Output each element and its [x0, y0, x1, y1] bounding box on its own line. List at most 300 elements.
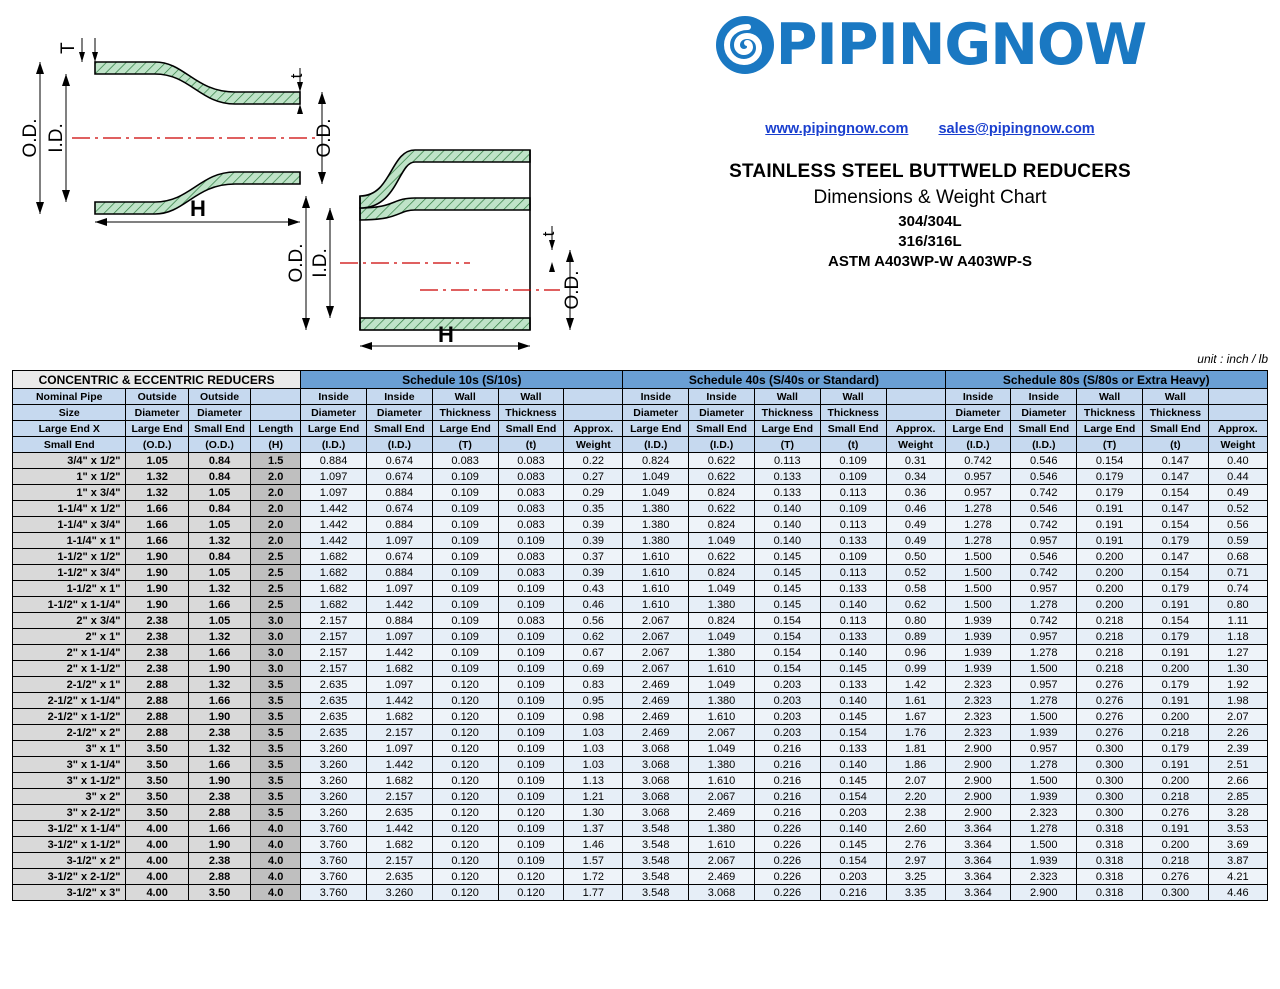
- table-cell: 1.92: [1208, 677, 1267, 693]
- table-cell: 0.46: [564, 597, 623, 613]
- table-cell: 3.364: [945, 821, 1011, 837]
- table-cell: 2.26: [1208, 725, 1267, 741]
- col-header-7-0: Wall: [498, 389, 564, 405]
- table-cell: 0.154: [754, 661, 820, 677]
- table-cell: 3.50: [126, 741, 188, 757]
- table-cell: 2.07: [1208, 709, 1267, 725]
- table-col-header-row-3: [13, 421, 1268, 437]
- table-cell: 0.109: [498, 757, 564, 773]
- table-cell: 0.318: [1077, 885, 1143, 901]
- col-header-6-2: Large End: [432, 421, 498, 437]
- table-cell: 0.154: [1142, 565, 1208, 581]
- table-cell: 0.226: [754, 837, 820, 853]
- table-cell: 1.049: [689, 533, 755, 549]
- table-cell: 0.140: [754, 517, 820, 533]
- table-cell: 0.083: [498, 549, 564, 565]
- table-cell: 0.22: [564, 453, 623, 469]
- table-cell: 1.682: [301, 597, 367, 613]
- table-cell: 2.5: [251, 581, 301, 597]
- table-cell: 0.140: [820, 757, 886, 773]
- table-cell: 0.674: [366, 549, 432, 565]
- document-title-block: [590, 161, 1270, 270]
- table-cell: 0.083: [498, 485, 564, 501]
- table-cell: 0.109: [498, 581, 564, 597]
- table-cell: 0.56: [1208, 517, 1267, 533]
- row-label: 3-1/2" x 2": [13, 853, 126, 869]
- table-cell: 0.200: [1077, 581, 1143, 597]
- table-cell: 0.50: [886, 549, 945, 565]
- table-cell: 2.0: [251, 517, 301, 533]
- table-cell: 0.133: [820, 677, 886, 693]
- table-col-header-row-1: [13, 389, 1268, 405]
- table-cell: 0.140: [820, 693, 886, 709]
- table-cell: 0.179: [1142, 581, 1208, 597]
- svg-text:O.D.: O.D.: [314, 118, 335, 158]
- col-header-10-0: Inside: [689, 389, 755, 405]
- table-cell: 3.760: [301, 869, 367, 885]
- col-header-15-3: (I.D.): [1011, 437, 1077, 453]
- table-cell: 1.77: [564, 885, 623, 901]
- table-row: [13, 773, 1268, 789]
- table-cell: 1.57: [564, 853, 623, 869]
- table-cell: 1.66: [126, 501, 188, 517]
- row-label: 3" x 1-1/2": [13, 773, 126, 789]
- table-row: [13, 741, 1268, 757]
- table-cell: 0.957: [1011, 741, 1077, 757]
- table-cell: 0.84: [188, 549, 250, 565]
- table-cell: 0.109: [432, 485, 498, 501]
- table-cell: 2.0: [251, 501, 301, 517]
- table-cell: 3.50: [126, 773, 188, 789]
- table-cell: 1.380: [689, 597, 755, 613]
- table-cell: 0.145: [754, 549, 820, 565]
- col-header-1-3: (O.D.): [126, 437, 188, 453]
- table-cell: 0.109: [498, 677, 564, 693]
- table-cell: 2.900: [945, 757, 1011, 773]
- col-header-3-1: [251, 405, 301, 421]
- table-cell: 0.622: [689, 549, 755, 565]
- table-cell: 1.05: [188, 565, 250, 581]
- table-cell: 1.278: [945, 533, 1011, 549]
- table-row: [13, 453, 1268, 469]
- table-cell: 1.610: [623, 549, 689, 565]
- table-row: [13, 853, 1268, 869]
- table-cell: 0.742: [1011, 613, 1077, 629]
- table-cell: 2.88: [126, 677, 188, 693]
- col-header-11-1: Thickness: [754, 405, 820, 421]
- table-cell: 2.635: [301, 725, 367, 741]
- table-cell: 0.824: [689, 613, 755, 629]
- table-cell: 1.682: [366, 773, 432, 789]
- table-cell: 1.98: [1208, 693, 1267, 709]
- table-cell: 0.957: [1011, 581, 1077, 597]
- table-cell: 0.218: [1077, 661, 1143, 677]
- col-header-12-0: Wall: [820, 389, 886, 405]
- col-header-2-3: (O.D.): [188, 437, 250, 453]
- table-cell: 1.049: [689, 677, 755, 693]
- table-cell: 0.218: [1077, 629, 1143, 645]
- table-cell: 3.260: [301, 805, 367, 821]
- table-cell: 1.13: [564, 773, 623, 789]
- table-cell: 2.38: [188, 789, 250, 805]
- table-cell: 1.682: [366, 709, 432, 725]
- table-row: [13, 501, 1268, 517]
- contact-links: [590, 121, 1270, 137]
- table-cell: 1.03: [564, 725, 623, 741]
- table-cell: 0.179: [1142, 629, 1208, 645]
- table-cell: 1.278: [1011, 693, 1077, 709]
- table-cell: 0.113: [820, 613, 886, 629]
- table-cell: 1.442: [301, 517, 367, 533]
- table-cell: 0.216: [754, 773, 820, 789]
- table-cell: 1.682: [366, 837, 432, 853]
- table-cell: 0.203: [754, 677, 820, 693]
- table-cell: 0.957: [1011, 629, 1077, 645]
- table-cell: 0.083: [498, 469, 564, 485]
- table-cell: 2.067: [623, 613, 689, 629]
- table-cell: 0.216: [754, 805, 820, 821]
- table-cell: 0.191: [1142, 757, 1208, 773]
- table-cell: 0.622: [689, 453, 755, 469]
- table-cell: 1.21: [564, 789, 623, 805]
- table-cell: 2.323: [945, 677, 1011, 693]
- table-cell: 0.824: [623, 453, 689, 469]
- table-cell: 2.067: [689, 789, 755, 805]
- table-cell: 2.5: [251, 549, 301, 565]
- table-cell: 1.682: [301, 581, 367, 597]
- table-cell: 3.068: [689, 885, 755, 901]
- col-header-6-1: Thickness: [432, 405, 498, 421]
- table-cell: 0.154: [1142, 485, 1208, 501]
- col-header-18-2: Approx.: [1208, 421, 1267, 437]
- table-cell: 1.11: [1208, 613, 1267, 629]
- table-cell: 3.25: [886, 869, 945, 885]
- table-cell: 0.824: [689, 485, 755, 501]
- table-cell: 0.109: [498, 741, 564, 757]
- table-cell: 0.120: [432, 693, 498, 709]
- group-header-schedule-10s: Schedule 10s (S/10s): [301, 371, 623, 389]
- col-header-7-3: (t): [498, 437, 564, 453]
- table-cell: 1.03: [564, 741, 623, 757]
- table-cell: 1.500: [1011, 709, 1077, 725]
- table-cell: 1.610: [689, 837, 755, 853]
- table-cell: 1.500: [945, 581, 1011, 597]
- table-cell: 0.120: [498, 885, 564, 901]
- table-cell: 3.260: [301, 773, 367, 789]
- title-grade-316: 316/316L: [898, 233, 962, 250]
- table-cell: 3.068: [623, 773, 689, 789]
- svg-text:O.D.: O.D.: [562, 270, 583, 310]
- table-cell: 0.69: [564, 661, 623, 677]
- table-cell: 2.88: [126, 725, 188, 741]
- table-cell: 0.622: [689, 501, 755, 517]
- table-cell: 0.957: [945, 485, 1011, 501]
- table-cell: 2.469: [689, 869, 755, 885]
- row-label: 1" x 3/4": [13, 485, 126, 501]
- table-cell: 0.39: [564, 533, 623, 549]
- col-header-18-0: [1208, 389, 1267, 405]
- brand-name: PIPINGNOW: [775, 11, 1147, 78]
- table-cell: 0.276: [1077, 693, 1143, 709]
- table-cell: 0.145: [754, 565, 820, 581]
- col-header-13-3: Weight: [886, 437, 945, 453]
- email-link[interactable]: sales@pipingnow.com: [938, 121, 1095, 137]
- table-cell: 3.068: [623, 741, 689, 757]
- table-cell: 0.95: [564, 693, 623, 709]
- table-cell: 2.38: [188, 725, 250, 741]
- table-cell: 2.85: [1208, 789, 1267, 805]
- row-label: 3-1/2" x 1-1/4": [13, 821, 126, 837]
- table-cell: 0.742: [945, 453, 1011, 469]
- table-cell: 0.120: [432, 805, 498, 821]
- table-cell: 0.113: [820, 565, 886, 581]
- table-cell: 2.0: [251, 533, 301, 549]
- table-cell: 0.109: [432, 645, 498, 661]
- table-cell: 3.260: [301, 757, 367, 773]
- table-cell: 1.42: [886, 677, 945, 693]
- table-cell: 0.179: [1077, 469, 1143, 485]
- col-header-2-0: Outside: [188, 389, 250, 405]
- table-cell: 1.66: [126, 517, 188, 533]
- table-cell: 1.610: [689, 709, 755, 725]
- table-cell: 0.109: [432, 517, 498, 533]
- col-header-13-2: Approx.: [886, 421, 945, 437]
- table-cell: 0.674: [366, 469, 432, 485]
- col-header-15-2: Small End: [1011, 421, 1077, 437]
- col-header-6-0: Wall: [432, 389, 498, 405]
- col-header-12-3: (t): [820, 437, 886, 453]
- col-header-17-3: (t): [1142, 437, 1208, 453]
- table-cell: 0.216: [754, 757, 820, 773]
- row-label: 2" x 1-1/4": [13, 645, 126, 661]
- table-cell: 1.939: [945, 645, 1011, 661]
- table-cell: 1.682: [301, 565, 367, 581]
- table-cell: 2.900: [945, 805, 1011, 821]
- table-cell: 2.067: [689, 853, 755, 869]
- table-cell: 0.29: [564, 485, 623, 501]
- table-cell: 0.884: [366, 565, 432, 581]
- table-cell: 2.469: [623, 677, 689, 693]
- table-cell: 0.884: [366, 613, 432, 629]
- table-cell: 0.120: [432, 757, 498, 773]
- table-cell: 1.90: [188, 837, 250, 853]
- table-cell: 2.635: [301, 693, 367, 709]
- table-cell: 1.32: [188, 533, 250, 549]
- table-cell: 1.90: [126, 565, 188, 581]
- table-cell: 0.154: [820, 789, 886, 805]
- table-cell: 0.216: [754, 741, 820, 757]
- reducer-diagrams: [0, 0, 600, 360]
- table-cell: 2.157: [366, 789, 432, 805]
- table-cell: 0.300: [1077, 805, 1143, 821]
- table-cell: 0.546: [1011, 501, 1077, 517]
- col-header-10-2: Small End: [689, 421, 755, 437]
- table-cell: 1.05: [126, 453, 188, 469]
- table-cell: 0.109: [820, 453, 886, 469]
- col-header-4-3: (I.D.): [301, 437, 367, 453]
- col-header-16-2: Large End: [1077, 421, 1143, 437]
- table-cell: 1.939: [1011, 789, 1077, 805]
- table-cell: 0.98: [564, 709, 623, 725]
- table-cell: 2.39: [1208, 741, 1267, 757]
- table-cell: 1.380: [623, 501, 689, 517]
- table-cell: 0.276: [1077, 709, 1143, 725]
- table-cell: 0.120: [498, 869, 564, 885]
- table-cell: 0.140: [820, 645, 886, 661]
- table-cell: 1.682: [366, 661, 432, 677]
- table-cell: 0.218: [1142, 789, 1208, 805]
- table-cell: 1.610: [623, 581, 689, 597]
- col-header-4-1: Diameter: [301, 405, 367, 421]
- table-cell: 3.260: [301, 789, 367, 805]
- col-header-8-0: [564, 389, 623, 405]
- table-cell: 0.113: [820, 485, 886, 501]
- table-cell: 1.72: [564, 869, 623, 885]
- svg-text:H: H: [438, 322, 454, 347]
- table-group-header-row: [13, 371, 1268, 389]
- col-header-15-0: Inside: [1011, 389, 1077, 405]
- col-header-3-3: (H): [251, 437, 301, 453]
- brand-and-title: [590, 11, 1270, 270]
- table-cell: 3.50: [126, 789, 188, 805]
- table-cell: 0.109: [498, 645, 564, 661]
- table-cell: 0.49: [886, 517, 945, 533]
- table-cell: 2.635: [366, 805, 432, 821]
- unit-note: unit : inch / lb: [1197, 352, 1268, 366]
- table-cell: 1.81: [886, 741, 945, 757]
- table-cell: 0.36: [886, 485, 945, 501]
- table-cell: 0.318: [1077, 821, 1143, 837]
- col-header-7-2: Small End: [498, 421, 564, 437]
- table-cell: 2.20: [886, 789, 945, 805]
- row-label: 1-1/4" x 1/2": [13, 501, 126, 517]
- table-cell: 3.0: [251, 629, 301, 645]
- table-cell: 0.300: [1077, 741, 1143, 757]
- table-cell: 2.97: [886, 853, 945, 869]
- table-cell: 3.548: [623, 869, 689, 885]
- table-row: [13, 661, 1268, 677]
- table-cell: 0.276: [1142, 869, 1208, 885]
- col-header-14-2: Large End: [945, 421, 1011, 437]
- table-cell: 2.38: [886, 805, 945, 821]
- table-cell: 1.097: [366, 629, 432, 645]
- row-label: 1-1/4" x 1": [13, 533, 126, 549]
- table-cell: 0.300: [1077, 789, 1143, 805]
- table-cell: 0.957: [1011, 677, 1077, 693]
- table-cell: 2.067: [689, 725, 755, 741]
- row-label: 2-1/2" x 1-1/2": [13, 709, 126, 725]
- table-cell: 4.0: [251, 885, 301, 901]
- col-header-4-0: Inside: [301, 389, 367, 405]
- table-cell: 3.5: [251, 725, 301, 741]
- table-cell: 0.109: [432, 549, 498, 565]
- table-cell: 0.824: [689, 517, 755, 533]
- table-row: [13, 709, 1268, 725]
- table-cell: 2.469: [623, 725, 689, 741]
- table-cell: 0.71: [1208, 565, 1267, 581]
- table-cell: 3.068: [623, 805, 689, 821]
- table-cell: 0.147: [1142, 501, 1208, 517]
- table-cell: 1.66: [188, 597, 250, 613]
- table-row: [13, 549, 1268, 565]
- table-cell: 3.87: [1208, 853, 1267, 869]
- table-cell: 1.500: [1011, 773, 1077, 789]
- table-cell: 0.120: [432, 885, 498, 901]
- table-cell: 1.278: [1011, 821, 1077, 837]
- table-cell: 0.84: [188, 453, 250, 469]
- table-cell: 0.674: [366, 453, 432, 469]
- table-cell: 0.218: [1142, 853, 1208, 869]
- table-row: [13, 485, 1268, 501]
- table-cell: 0.109: [432, 597, 498, 613]
- table-cell: 3.364: [945, 853, 1011, 869]
- col-header-14-3: (I.D.): [945, 437, 1011, 453]
- table-cell: 0.109: [498, 533, 564, 549]
- col-header-5-0: Inside: [366, 389, 432, 405]
- table-cell: 4.0: [251, 869, 301, 885]
- table-row: [13, 677, 1268, 693]
- table-cell: 0.109: [498, 597, 564, 613]
- table-col-header-row-2: [13, 405, 1268, 421]
- table-cell: 2.323: [1011, 869, 1077, 885]
- table-cell: 0.120: [432, 821, 498, 837]
- col-header-14-1: Diameter: [945, 405, 1011, 421]
- table-cell: 1.500: [945, 549, 1011, 565]
- col-header-8-1: [564, 405, 623, 421]
- table-cell: 1.380: [623, 533, 689, 549]
- row-label: 1-1/2" x 1": [13, 581, 126, 597]
- table-cell: 0.145: [754, 597, 820, 613]
- table-cell: 0.179: [1142, 533, 1208, 549]
- table-cell: 1.500: [945, 565, 1011, 581]
- table-cell: 1.30: [1208, 661, 1267, 677]
- table-row: [13, 821, 1268, 837]
- table-cell: 0.191: [1142, 693, 1208, 709]
- table-cell: 2.38: [126, 613, 188, 629]
- col-header-11-2: Large End: [754, 421, 820, 437]
- table-cell: 0.742: [1011, 517, 1077, 533]
- table-cell: 0.31: [886, 453, 945, 469]
- table-cell: 3.760: [301, 821, 367, 837]
- col-header-16-0: Wall: [1077, 389, 1143, 405]
- table-cell: 1.67: [886, 709, 945, 725]
- title-grade-304: 304/304L: [898, 213, 962, 230]
- table-cell: 3.548: [623, 885, 689, 901]
- table-cell: 1.66: [126, 533, 188, 549]
- table-cell: 1.380: [689, 821, 755, 837]
- table-cell: 0.58: [886, 581, 945, 597]
- website-link[interactable]: www.pipingnow.com: [765, 121, 909, 137]
- table-cell: 1.90: [188, 773, 250, 789]
- table-cell: 1.90: [126, 549, 188, 565]
- table-cell: 2.88: [188, 869, 250, 885]
- table-cell: 0.109: [498, 837, 564, 853]
- row-label: 2-1/2" x 1-1/4": [13, 693, 126, 709]
- table-row: [13, 789, 1268, 805]
- table-cell: 0.218: [1077, 613, 1143, 629]
- svg-text:I.D.: I.D.: [46, 123, 67, 153]
- table-cell: 0.109: [820, 549, 886, 565]
- table-cell: 2.88: [126, 709, 188, 725]
- table-cell: 2.067: [623, 661, 689, 677]
- table-cell: 0.226: [754, 853, 820, 869]
- table-cell: 2.157: [301, 613, 367, 629]
- table-cell: 0.200: [1077, 565, 1143, 581]
- table-cell: 3.548: [623, 821, 689, 837]
- table-cell: 0.145: [820, 709, 886, 725]
- row-label: 2-1/2" x 2": [13, 725, 126, 741]
- table-cell: 2.88: [188, 805, 250, 821]
